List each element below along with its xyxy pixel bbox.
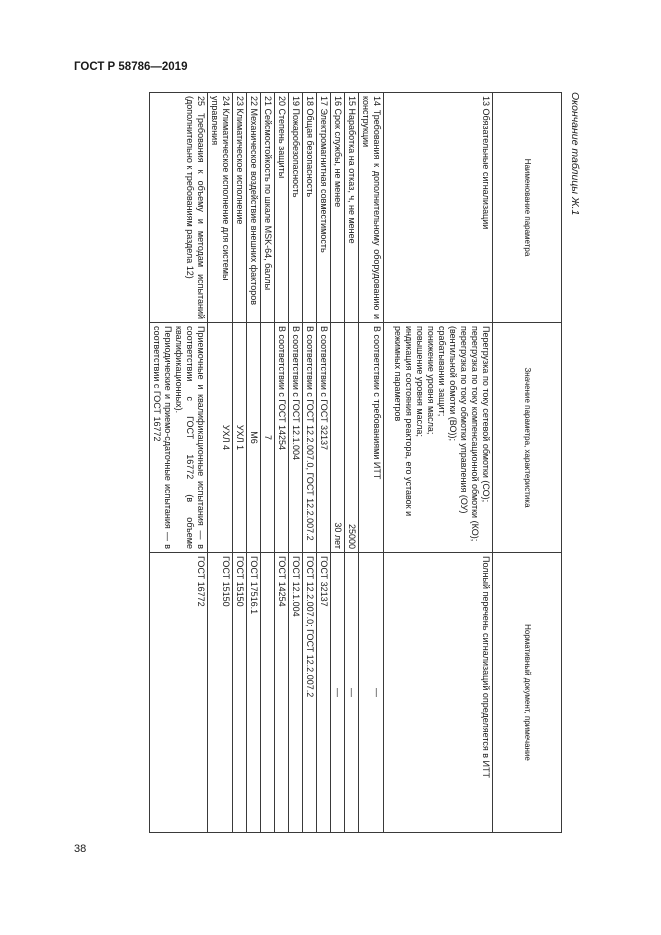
page-header: ГОСТ Р 58786—2019 — [74, 61, 188, 73]
row-value: В соответствии с ГОСТ 12.1.004 — [289, 323, 303, 553]
row-document: ГОСТ 12.1.004 — [289, 553, 303, 833]
row-document: — — [345, 553, 359, 833]
row-document: ГОСТ 15150 — [233, 553, 247, 833]
table-row — [247, 93, 261, 833]
table-row — [384, 93, 493, 833]
row-name: 19 Пожаробезопасность — [289, 93, 303, 323]
value-line: повышение уровня масла; — [415, 326, 425, 437]
table-row — [331, 93, 345, 833]
row-value: 25000 — [345, 323, 359, 553]
row-name: 14 Требования к дополнительному оборудованию и конструкции — [359, 93, 384, 323]
row-name: 13 Обязательные сигнализации — [384, 93, 493, 323]
row-value: 7 — [261, 323, 275, 553]
column-header-value: Значение параметра, характеристика — [493, 323, 562, 553]
table-caption: Окончание таблицы Ж.1 — [569, 92, 581, 216]
value-line: понижение уровня масла; — [426, 326, 436, 435]
table-row — [359, 93, 384, 833]
column-header-name: Наименование параметра — [493, 93, 562, 323]
row-document: — — [331, 553, 345, 833]
table-row — [345, 93, 359, 833]
value-line: индикация состояния реактора, его уставок и режимных параметров — [393, 326, 414, 517]
row-name: 21 Сейсмостойкость по шкале MSK-64, баллы — [261, 93, 275, 323]
row-name: 20 Степень защиты — [275, 93, 289, 323]
value-line: срабатывании защит; — [437, 326, 447, 417]
row-value: УХЛ 4 — [208, 323, 233, 553]
row-name: 22 Механическое воздействие внешних факторов — [247, 93, 261, 323]
table-row — [275, 93, 289, 833]
row-value: В соответствии с ГОСТ 12.2.007.0, ГОСТ 12.2.007.2 — [303, 323, 317, 553]
table-row — [261, 93, 275, 833]
row-name: 25 Требования к объему и методам испытаний (дополнительно к требованиям раздела 12) — [150, 93, 208, 323]
value-line: (вентильной обмотки (ВО)); — [448, 326, 458, 441]
table-row — [208, 93, 233, 833]
row-value — [150, 323, 208, 553]
row-document: ГОСТ 14254 — [275, 553, 289, 833]
value-line: Приемочные и квалификационные испытания — в соответствии с ГОСТ 16772 (в объеме квалификационных). — [174, 326, 206, 549]
row-name: 23 Климатическое исполнение — [233, 93, 247, 323]
table-header-row — [493, 93, 562, 833]
row-document — [261, 553, 275, 833]
row-value: 30 лет — [331, 323, 345, 553]
table-row — [303, 93, 317, 833]
row-value: В соответствии с требованиями ИТТ — [359, 323, 384, 553]
page-number: 38 — [74, 843, 87, 855]
row-document: ГОСТ 17516.1 — [247, 553, 261, 833]
row-value: В соответствии с ГОСТ 32137 — [317, 323, 331, 553]
column-header-document: Нормативный документ, примечание — [493, 553, 562, 833]
row-document: — — [359, 553, 384, 833]
value-line: перегрузка по току компенсационной обмотки (КО); — [470, 326, 480, 542]
row-name: 18 Общая безопасность — [303, 93, 317, 323]
row-value: УХЛ 1 — [233, 323, 247, 553]
row-value: В соответствии с ГОСТ 14254 — [275, 323, 289, 553]
parameters-table — [149, 92, 562, 833]
table-row — [317, 93, 331, 833]
row-value — [384, 323, 493, 553]
rotated-table-area — [60, 92, 585, 832]
row-name: 17 Электромагнитная совместимость — [317, 93, 331, 323]
row-document: ГОСТ 16772 — [150, 553, 208, 833]
table-row — [150, 93, 208, 833]
row-value: М6 — [247, 323, 261, 553]
row-name: 15 Наработка на отказ, ч, не менее — [345, 93, 359, 323]
row-document: ГОСТ 12.2.007.0; ГОСТ 12.2.007.2 — [303, 553, 317, 833]
table-row — [289, 93, 303, 833]
value-line: Перегрузка по току сетевой обмотки (СО); — [481, 326, 491, 503]
rotated-content — [60, 92, 585, 832]
row-name: 16 Срок службы, не менее — [331, 93, 345, 323]
row-document: ГОСТ 15150 — [208, 553, 233, 833]
row-name: 24 Климатическое исполнение для системы управления — [208, 93, 233, 323]
row-document: ГОСТ 32137 — [317, 553, 331, 833]
value-line: перегрузка по току обмотки управления (ОУ) — [459, 326, 469, 514]
value-line: Периодические и приемо-сдаточные испытания — в соответствии с ГОСТ 16772 — [152, 326, 173, 549]
row-document: Полный перечень сигнализаций определяется в ИТТ — [384, 553, 493, 833]
table-row — [233, 93, 247, 833]
